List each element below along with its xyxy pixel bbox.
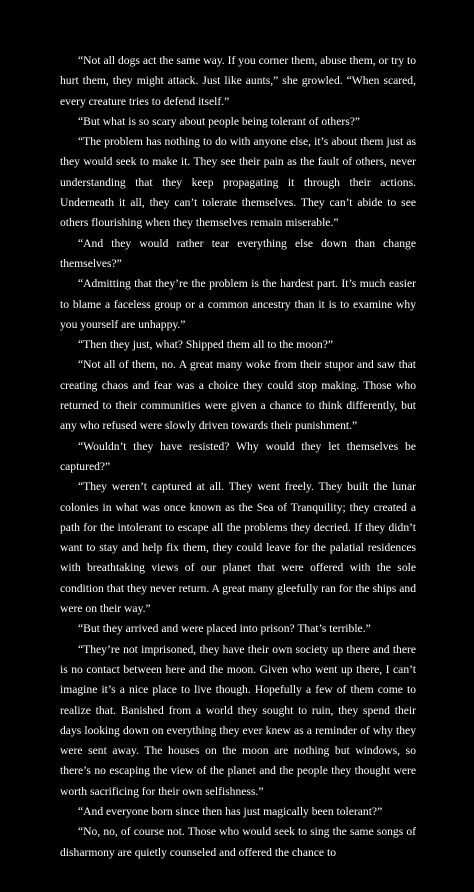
paragraph-6: “Then they just, what? Shipped them all to the moon?” (78, 338, 334, 352)
paragraph-5: “Admitting that they’re the problem is the hardest part. It’s much easier to blame a faceless group or a common ancestry than it is to examine why you yourself are unhappy.” (60, 277, 416, 331)
paragraph-8: “Wouldn’t they have resisted? Why would they let themselves be captured?” (60, 439, 416, 473)
document-page (60, 51, 416, 863)
paragraph-9: “They weren’t captured at all. They went freely. They built the lunar colonies in what was once known as the Sea of Tranquility; they created a path for the intolerant to escape all the problems they decried. If they didn’t want to stay and help fix them, they could leave for the palatial residences with breathtaking views of our planet that were offered with the sole condition that they never return. A great many gleefully ran for the ships and were on their way.” (60, 480, 416, 616)
paragraph-12: “And everyone born since then has just magically been tolerant?” (78, 804, 383, 818)
paragraph-7: “Not all of them, no. A great many woke from their stupor and saw that creating chaos and fear was a choice they could stop making. Those who returned to their communities were given a chance to think differently, but any who refused were slowly driven towards their punishment.” (60, 358, 416, 433)
paragraph-13: “No, no, of course not. Those who would seek to sing the same songs of disharmony are quietly counseled and offered the chance to (60, 825, 416, 859)
paragraph-4: “And they would rather tear everything else down than change themselves?” (60, 236, 416, 270)
paragraph-3: “The problem has nothing to do with anyone else, it’s about them just as they would seek to make it. They see their pain as the fault of others, never understanding that they keep propagating it through their actions. Underneath it all, they can’t tolerate themselves. They can’t abide to see others flourishing when they themselves remain miserable.” (60, 135, 416, 230)
paragraph-2: “But what is so scary about people being tolerant of others?” (78, 114, 361, 128)
paragraph-1: “Not all dogs act the same way. If you corner them, abuse them, or try to hurt them, they might attack. Just like aunts,” she growled. “When scared, every creature tries to defend itself.” (60, 54, 416, 108)
paragraph-10: “But they arrived and were placed into prison? That’s terrible.” (78, 622, 371, 636)
paragraph-11: “They’re not imprisoned, they have their own society up there and there is no contact between here and the moon. Given who went up there, I can’t imagine it’s a nice place to live though. Hopefully a few of them come to realize that. Banished from a world they sought to ruin, they spend their days looking down on everything they ever knew as a reminder of why they were sent away. The houses on the moon are nothing but windows, so there’s no escaping the view of the planet and the people they thought were worth sacrificing for their own selfishness.” (60, 642, 416, 798)
